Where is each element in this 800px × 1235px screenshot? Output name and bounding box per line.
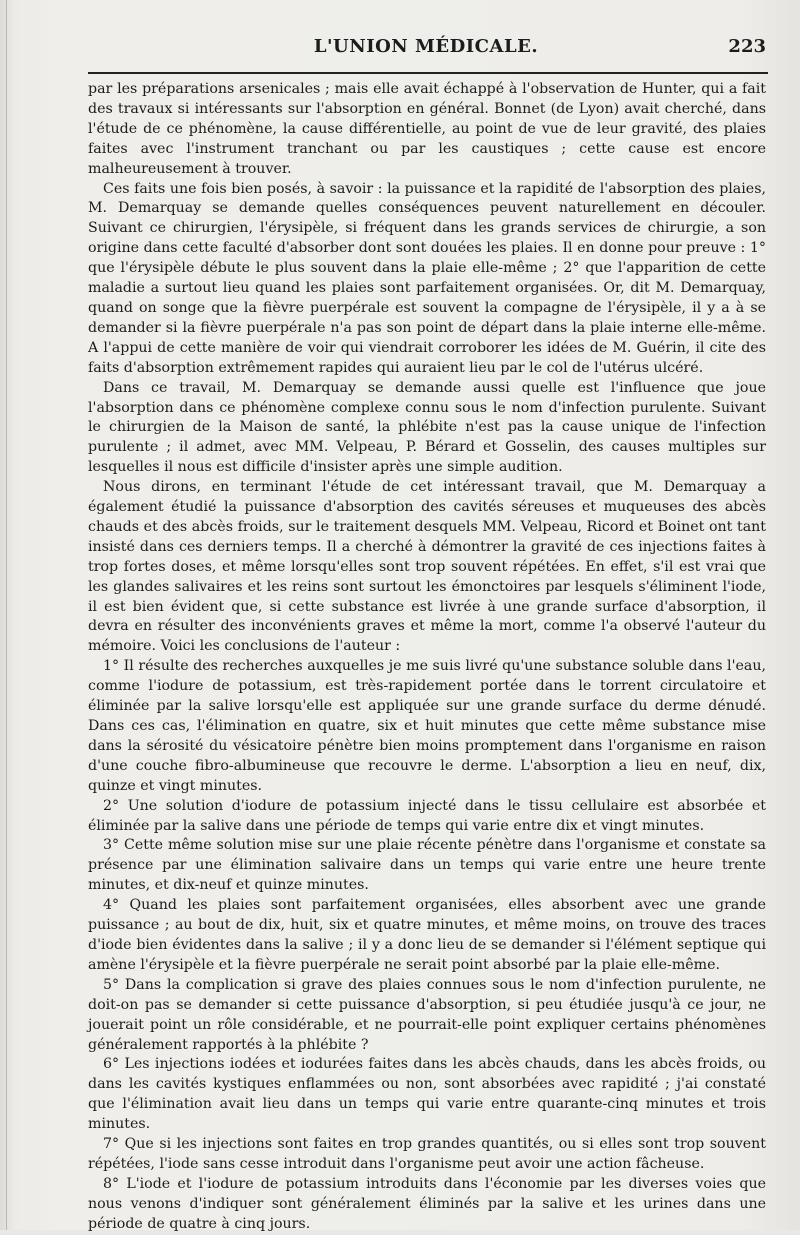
paragraph-continuation: par les préparations arsenicales ; mais elle avait échappé à l'observation de Hunter, qui a fait des travaux si intéressants sur l'absorption en général. Bonnet (de Lyon) avait cherché, dans l'étude de ce phénomène, la cause différentielle, au point de vue de leur gravité, des plaies faites avec l'instrument tranchant ou par les caustiques ; cette cause est encore malheureusement à trouver. <box>88 81 766 177</box>
header-rule <box>88 72 768 74</box>
binding-gutter-edge <box>6 0 7 1230</box>
article-body <box>88 80 766 1235</box>
conclusion-item: 2° Une solution d'iodure de potassium injecté dans le tissu cellulaire est absorbée et éliminée par la salive dans une période de temps qui varie entre dix et vingt minutes. <box>88 797 766 834</box>
conclusion-item: 7° Que si les injections sont faites en trop grandes quantités, ou si elles sont trop souvent répétées, l'iode sans cesse introduit dans l'organisme peut avoir une action fâcheuse. <box>88 1136 766 1172</box>
paragraph: Ces faits une fois bien posés, à savoir : la puissance et la rapidité de l'absorption des plaies, M. Demarquay se demande quelles conséquences peuvent naturellement en découler. Suivant ce chirurgien, l'érysipèle, si fréquent dans les grands services de chirurgie, a son origine dans cette faculté d'absorber dont sont douées les plaies. Il en donne pour preuve : 1° que l'érysipèle débute le plus souvent dans la plaie elle-même ; 2° que l'apparition de cette maladie a surtout lieu quand les plaies sont parfaitement organisées. Or, dit M. Demarquay, quand on songe que la fièvre puerpérale est souvent la compagne de l'érysipèle, il y a à se demander si la fièvre puerpérale n'a pas son point de départ dans la plaie interne elle-même. A l'appui de cette manière de voir qui viendrait corroborer les idées de M. Guérin, il cite des faits d'absorption extrêmement rapides qui auraient lieu par le col de l'utérus ulcéré. <box>88 180 766 376</box>
conclusion-item: 5° Dans la complication si grave des plaies connues sous le nom d'infection purulente, ne doit-on pas se demander si cette puissance d'absorption, si peu étudiée jusqu'à ce jour, ne jouerait point un rôle considérable, et ne pourrait-elle point expliquer certains phénomènes généralement rapportés à la phlébite ? <box>88 976 766 1053</box>
conclusion-item: 1° Il résulte des recherches auxquelles je me suis livré qu'une substance soluble dans l'eau, comme l'iodure de potassium, est très-rapidement portée dans le torrent circulatoire et éliminée par la salive lorsqu'elle est appliquée sur une grande surface du derme dénudé. Dans ces cas, l'élimination en quatre, six et huit minutes que cette même substance mise dans la sérosité du vésicatoire pénètre bien moins promptement dans l'organisme en raison d'une couche fibro-albumineuse que recouvre le derme. L'absorption a lieu en neuf, dix, quinze et vingt minutes. <box>88 658 766 794</box>
running-title: L'UNION MÉDICALE. <box>313 36 539 57</box>
page-header <box>86 34 766 64</box>
conclusion-item: 8° L'iode et l'iodure de potassium introduits dans l'économie par les diverses voies que nous venons d'indiquer sont généralement éliminés par la salive et les urines dans une période de quatre à cinq jours. <box>88 1175 766 1232</box>
conclusion-item: 4° Quand les plaies sont parfaitement organisées, elles absorbent avec une grande puissance ; au bout de dix, huit, six et quatre minutes, et même moins, on trouve des traces d'iode bien évidentes dans la salive ; il y a donc lieu de se demander si l'élément septique qui amène l'érysipèle et la fièvre puerpérale ne serait point absorbé par la plaie elle-même. <box>88 897 766 973</box>
conclusion-item: 3° Cette même solution mise sur une plaie récente pénètre dans l'organisme et constate sa présence par une élimination salivaire dans un temps qui varie entre une heure trente minutes, et dix-neuf et quinze minutes. <box>88 837 766 894</box>
page-number: 223 <box>728 36 766 57</box>
conclusion-item: 6° Les injections iodées et iodurées faites dans les abcès chauds, dans les abcès froids, ou dans les cavités kystiques enflammées ou non, sont absorbées avec rapidité ; j'ai constaté que l'élimination avait lieu dans un temps qui varie entre quarante-cinq minutes et trois minutes. <box>88 1056 766 1133</box>
paragraph: Nous dirons, en terminant l'étude de cet intéressant travail, que M. Demarquay a également étudié la puissance d'absorption des cavités séreuses et muqueuses des abcès chauds et des abcès froids, sur le traitement desquels MM. Velpeau, Ricord et Boinet ont tant insisté dans ces derniers temps. Il a cherché à démontrer la gravité de ces injections faites à trop fortes doses, et même lorsqu'elles sont trop souvent répétées. En effet, s'il est vrai que les glandes salivaires et les reins sont surtout les émonctoires par lesquels s'éliminent l'iode, il est bien évident que, si cette substance est livrée à une grande surface d'absorption, il devra en résulter des inconvénients graves et même la mort, comme l'a observé l'auteur du mémoire. Voici les conclusions de l'auteur : <box>88 479 766 655</box>
paragraph: Dans ce travail, M. Demarquay se demande aussi quelle est l'influence que joue l'absorption dans ce phénomène complexe connu sous le nom d'infection purulente. Suivant le chirurgien de la Maison de santé, la phlébite n'est pas la cause unique de l'infection purulente ; il admet, avec MM. Velpeau, P. Bérard et Gosselin, des causes multiples sur lesquelles il nous est difficile d'insister après une simple audition. <box>88 379 766 476</box>
